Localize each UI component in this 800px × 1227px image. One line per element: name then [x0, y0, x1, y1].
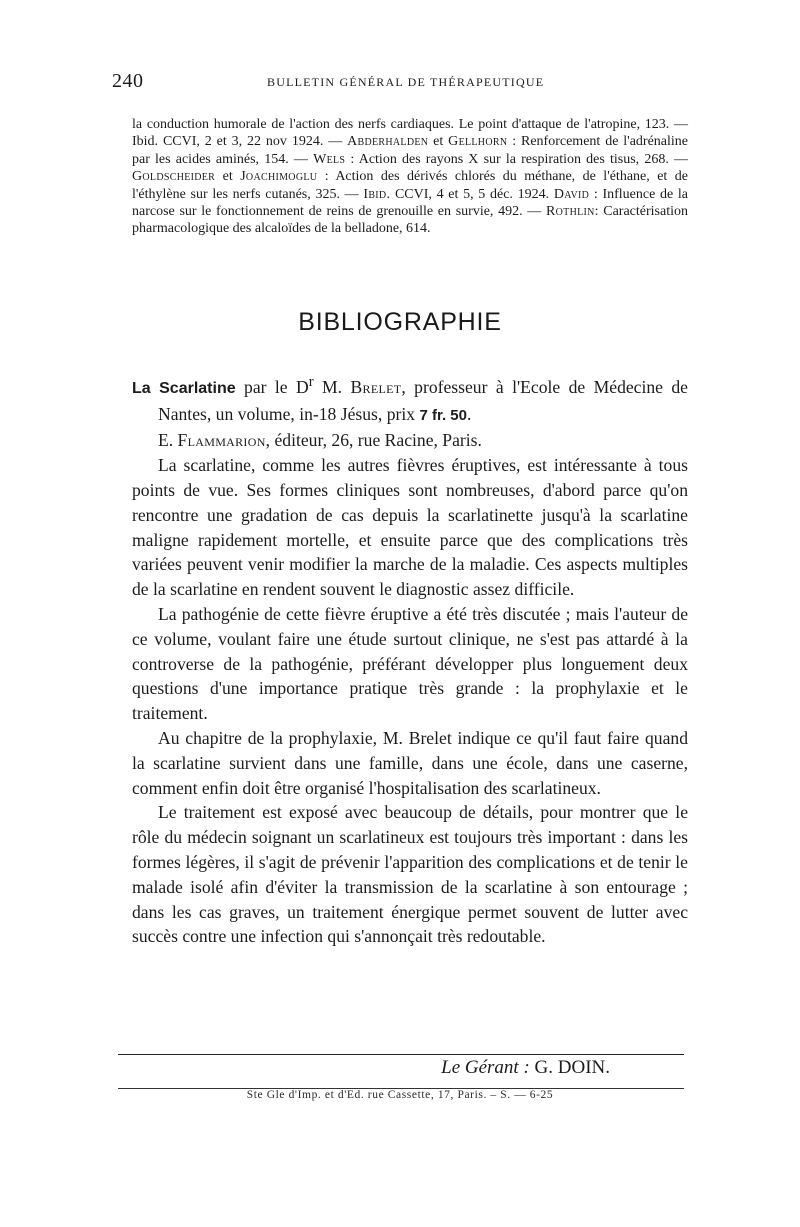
author-name: Rothlin — [546, 204, 595, 220]
journal-title: BULLETIN GÉNÉRAL DE THÉRAPEUTIQUE — [267, 75, 545, 89]
book-reference: La Scarlatine par le $D^r$ M. Brelet, professeur à l'Ecole de Médecine de Nantes, un volume, in-18 Jésus, prix 7 fr. 50. — [132, 374, 688, 424]
author-name: Wels — [313, 151, 346, 167]
gerant-line — [441, 1057, 610, 1079]
printer-imprint: Ste Gle d'Imp. et d'Ed. rue Cassette, 17, Paris. – S. — 6-25 — [246, 1089, 554, 1101]
author-name: Abderhalden — [347, 134, 429, 150]
author-name: Gellhorn — [448, 134, 508, 150]
page-number: 240 — [112, 70, 144, 92]
book-price: 7 fr. 50 — [419, 406, 467, 424]
section-title: BIBLIOGRAPHIE — [298, 308, 502, 336]
publisher-line: E. Flammarion, éditeur, 26, rue Racine, Paris. — [158, 430, 482, 451]
author-name: Brelet — [350, 376, 402, 397]
review-paragraph: La pathogénie de cette fièvre éruptive a été très discutée ; mais l'auteur de ce volume, voulant faire une étude surtout clinique, ne s'est pas attardé à la controverse de la pathogénie, préférant développer plus longuement deux questions d'une importance pratique très grande : la prophylaxie et le traitement. — [132, 604, 688, 724]
footer-rule — [118, 1054, 684, 1055]
book-title: La Scarlatine — [132, 379, 236, 397]
book-review — [132, 370, 688, 949]
author-name: Joachimoglu — [240, 169, 318, 185]
author-name: David — [553, 186, 590, 202]
ibid-reference: Ibid. — [363, 186, 391, 202]
review-paragraph: Le traitement est exposé avec beaucoup de détails, pour montrer que le rôle du médecin soignant un scarlatineux est toujours très important : dans les formes légères, il s'agit de prévenir l'apparition des complications et de tenir le malade isolé afin d'éviter la transmission de la scarlatine à son entourage ; dans les cas graves, un traitement énergique permet souvent de lutter avec succès contre une infection qui s'annonçait très redoutable. — [132, 802, 688, 947]
author-name: Goldscheider — [132, 169, 216, 185]
review-paragraph: La scarlatine, comme les autres fièvres éruptives, est intéressante à tous points de vue. Ses formes cliniques sont nombreuses, d'abord parce qu'on rencontre une gradation de cas depuis la scarlatinette jusqu'à la scarlatine maligne rapidement mortelle, et ensuite parce que des complications très variées peuvent venir modifier la marche de la maladie. Ces aspects multiples de la scarlatine en rendent souvent le diagnostic assez difficile. — [132, 455, 688, 600]
gerant-name: G. DOIN. — [529, 1057, 610, 1078]
abstracts-paragraph: la conduction humorale de l'action des nerfs cardiaques. Le point d'attaque de l'atropine, 123. — Ibid. CCVI, 2 et 3, 22 nov 1924. — Abderhalden et Gellhorn : Renforcement de l'adrénaline par les acides aminés, 154. — Wels : Action des rayons X sur la respiration des tisus, 268. — Goldscheider et Joachimoglu : Action des dérivés chlorés du méthane, de l'éthane, et de l'éthylène sur les nerfs cutanés, 325. — Ibid. CCVI, 4 et 5, 5 déc. 1924. David : Influence de la narcose sur le fonctionnement de reins de grenouille en survie, 492. — Rothlin: Caractérisation pharmacologique des alcaloïdes de la belladone, 614. — [132, 117, 689, 237]
review-paragraph: Au chapitre de la prophylaxie, M. Brelet indique ce qu'il faut faire quand la scarlatine survient dans une famille, dans une école, dans une caserne, comment enfin doit être organisé l'hospitalisation des scarlatineux. — [132, 728, 688, 798]
gerant-label: Le Gérant : — [441, 1057, 530, 1078]
running-head — [112, 70, 686, 96]
publisher-name: Flammarion — [177, 430, 266, 451]
